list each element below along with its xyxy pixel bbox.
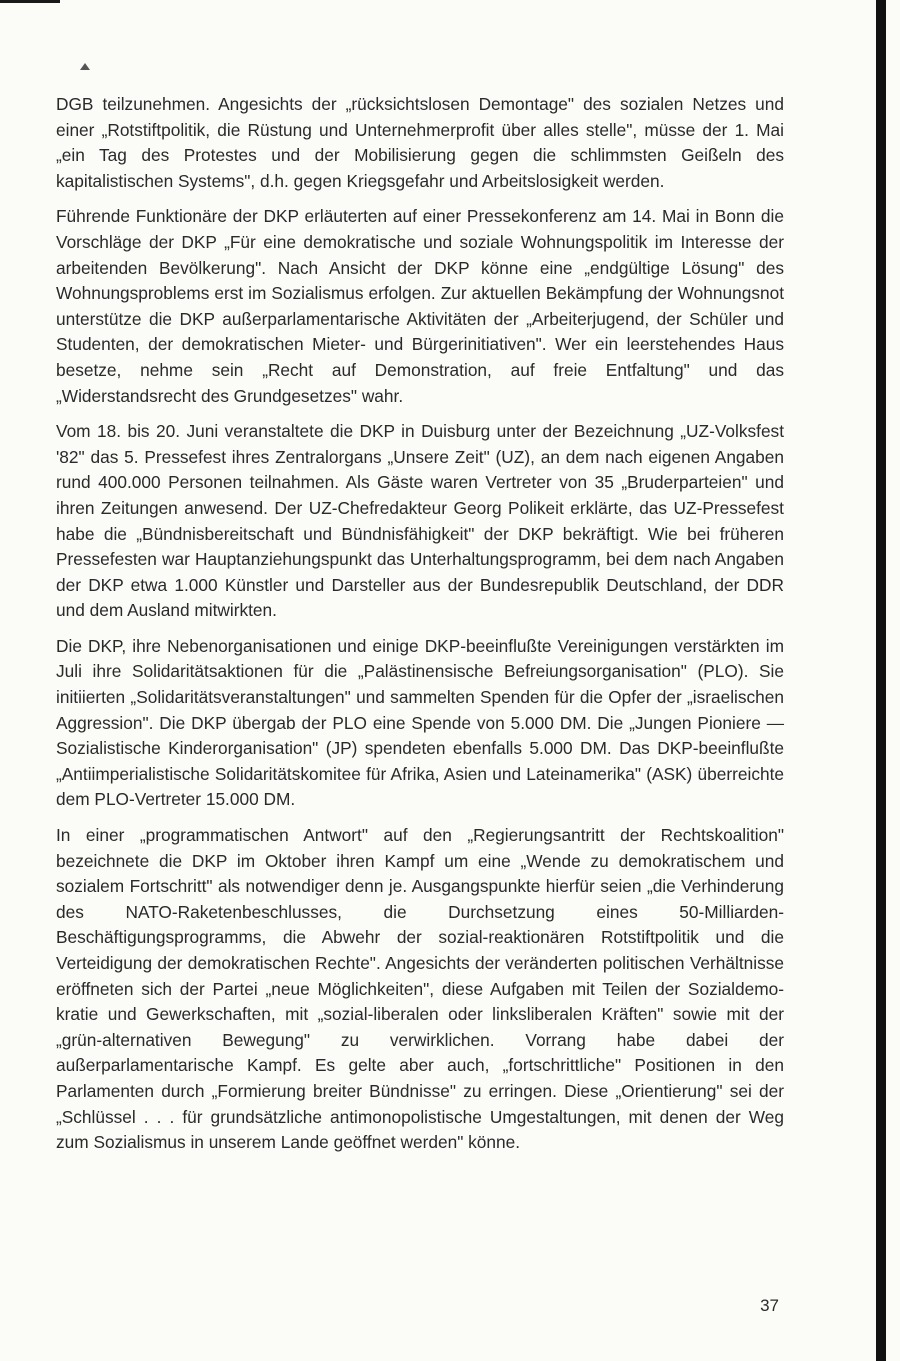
- paragraph-wohnungspolitik: Führende Funktionäre der DKP erläuterten auf einer Pressekonferenz am 14. Mai in Bonn die Vorschläge der DKP „Für eine demokratische und soziale Wohnungspolitik im Interesse der arbeitenden Bevölkerung". Nach Ansicht der DKP könne eine „endgültige Lösung" des Wohnungsproblems erst im Sozialismus erfolgen. Zur aktuellen Bekämpfung der Wohnungsnot unterstütze die DKP außerparlamentarische Aktivitäten der „Arbeiterjugend, der Schüler und Studenten, der demokratischen Mieter- und Bürgerinitiativen". Wer ein leerstehendes Haus besetze, nehme sein „Recht auf Demonstration, auf freie Entfaltung" und das „Widerstandsrecht des Grundgesetzes" wahr.: [56, 206, 784, 406]
- page-number: 37: [760, 1296, 779, 1315]
- paragraph-dgb: DGB teilzunehmen. Angesichts der „rücksichtslosen Demontage" des sozialen Netzes und einer „Rotstiftpolitik, die Rüstung und Unternehmerprofit über alles stelle", müsse der 1. Mai „ein Tag des Protestes und der Mobilisierung gegen die schlimmsten Geißeln des kapitalistischen Systems", d.h. gegen Kriegsgefahr und Arbeitslosigkeit werden.: [56, 94, 784, 191]
- scan-edge-right: [876, 0, 886, 1361]
- scan-mark: [80, 63, 90, 70]
- text-body: [56, 92, 784, 1166]
- paragraph-plo-solidarity: Die DKP, ihre Nebenorganisationen und einige DKP-beeinflußte Vereinigungen verstärkten im Juli ihre Solidaritätsaktionen für die „Palästinensische Befreiungsorganisation" (PLO). Sie initiierten „Solidaritätsveranstaltungen" und sammelten Spenden für die Opfer der „israelischen Aggression". Die DKP übergab der PLO eine Spende von 5.000 DM. Die „Jungen Pioniere — Sozialistische Kinderorganisation" (JP) spendeten ebenfalls 5.000 DM. Das DKP-beeinflußte „Antiimperialistische Solidaritätskomitee für Afrika, Asien und Lateinamerika" (ASK) überreichte dem PLO-Vertreter 15.000 DM.: [56, 635, 784, 810]
- paragraph-programmatic-answer: In einer „programmatischen Antwort" auf den „Regierungsantritt der Rechtskoalition" bezeichnete die DKP im Oktober ihren Kampf um eine „Wende zu demokratischem und sozialem Fortschritt" als notwendiger denn je. Ausgangspunkte hierfür seien „die Verhinderung des NATO-Raketenbeschlusses, die Durchsetzung eines 50-Milliarden-Beschäftigungsprogramms, die Abwehr der sozial-reaktionären Rotstiftpolitik und die Verteidigung der demokratischen Rechte". Angesichts der veränderten politischen Verhältnisse eröffneten sich der Partei „neue Möglichkeiten", diese Aufgaben mit Teilen der Sozialdemokratie und Gewerkschaften, mit „sozial-liberalen oder linksliberalen Kräften" sowie mit der „grün-alternativen Bewegung" zu verwirklichen. Vorrang habe dabei der außerparlamentarische Kampf. Es gelte aber auch, „fortschrittliche" Positionen in den Parlamenten durch „Formierung breiter Bündnisse" zu erringen. Diese „Orientierung" sei der „Schlüssel . . . für grundsätzliche antimonopolistische Umgestaltungen, mit denen der Weg zum Sozialismus in unserem Lande geöffnet werden" könne.: [56, 825, 784, 1153]
- paragraph-uz-volksfest: Vom 18. bis 20. Juni veranstaltete die DKP in Duisburg unter der Bezeichnung „UZ-Volksfest '82" das 5. Pressefest ihres Zentralorgans „Unsere Zeit" (UZ), an dem nach eigenen Angaben rund 400.000 Personen teilnahmen. Als Gäste waren Vertreter von 35 „Bruderparteien" und ihren Zeitungen anwesend. Der UZ-Chefredakteur Georg Polikeit erklärte, das UZ-Pressefest habe die „Bündnisbereitschaft und Bündnisfähigkeit" der DKP bekräftigt. Wie bei früheren Pressefesten war Hauptanziehungspunkt das Unterhaltungsprogramm, bei dem nach Angaben der DKP etwa 1.000 Künstler und Darsteller aus der Bundesrepublik Deutschland, der DDR und dem Ausland mitwirkten.: [56, 421, 784, 621]
- scan-edge-top: [0, 0, 60, 3]
